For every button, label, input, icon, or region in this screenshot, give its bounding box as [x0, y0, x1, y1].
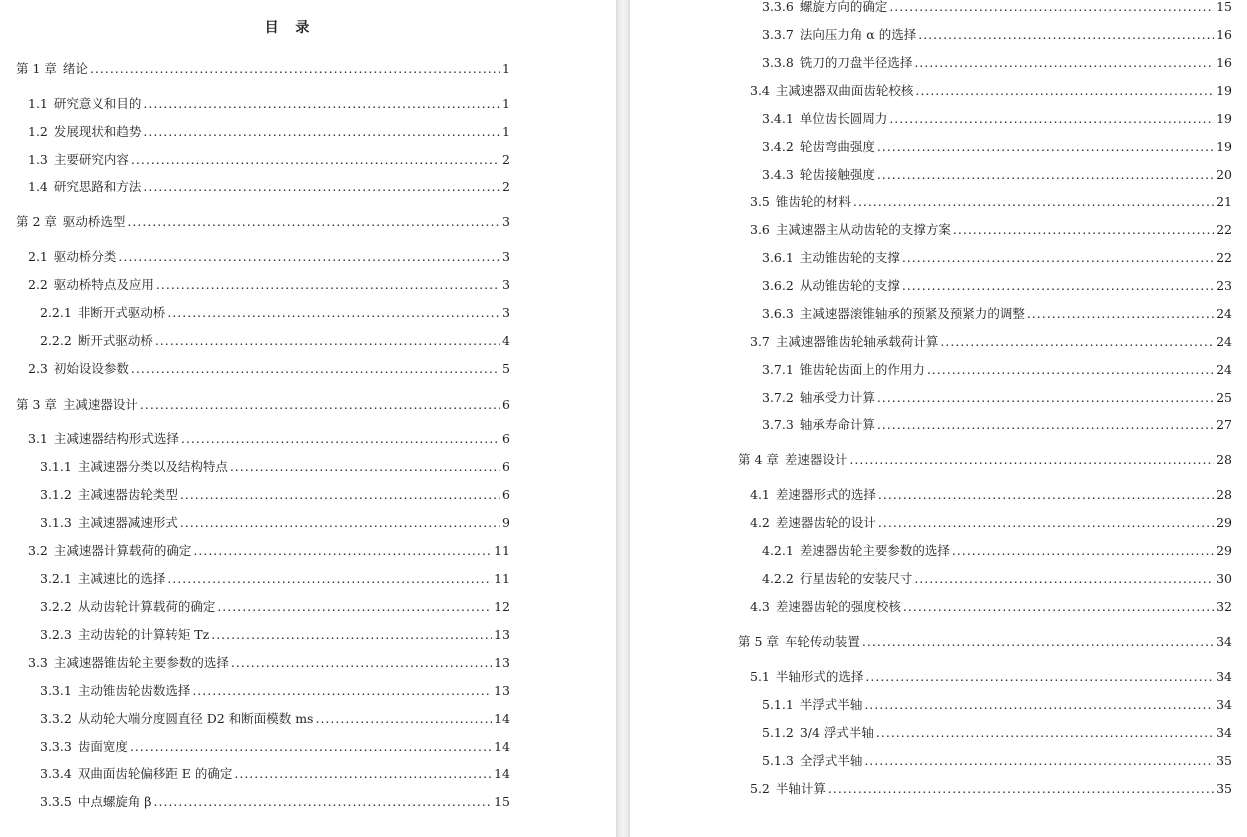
toc-leader-dots [915, 82, 1214, 100]
toc-leader-dots [143, 178, 500, 196]
toc-entry-number: 3.2 [28, 543, 48, 558]
toc-leader-dots [877, 138, 1214, 156]
toc-entry[interactable] [750, 668, 1232, 686]
toc-leader-dots [828, 780, 1214, 798]
toc-page-number: 5 [502, 361, 510, 376]
toc-entry[interactable] [762, 570, 1232, 588]
toc-entry-number: 4.2 [750, 515, 770, 530]
toc-entry-number: 3.7.1 [762, 362, 794, 377]
toc-entry-number: 1.2 [28, 124, 48, 139]
toc-leader-dots [131, 360, 500, 378]
toc-leader-dots [234, 765, 492, 783]
toc-leader-dots [90, 60, 500, 78]
toc-page-number: 13 [494, 627, 510, 642]
toc-leader-dots [902, 249, 1214, 267]
toc-entry[interactable] [40, 486, 510, 504]
toc-entry-title: 双曲面齿轮偏移距 E 的确定 [77, 766, 233, 781]
toc-page-number: 2 [502, 152, 510, 167]
toc-entry[interactable] [40, 738, 510, 756]
toc-page-number: 1 [502, 96, 510, 111]
toc-entry-title: 主减速器齿轮类型 [77, 487, 178, 502]
toc-entry-number: 第 1 章 [16, 61, 57, 76]
toc-leader-dots [953, 221, 1214, 239]
toc-leader-dots [1027, 305, 1214, 323]
toc-page-number: 27 [1216, 417, 1232, 432]
toc-page-number: 3 [502, 305, 510, 320]
toc-entry-number: 5.2 [750, 781, 770, 796]
toc-entry[interactable] [40, 514, 510, 532]
toc-entry[interactable] [40, 304, 510, 322]
toc-page-number: 15 [494, 794, 510, 809]
toc-leader-dots [864, 752, 1214, 770]
toc-entry-number: 5.1.2 [762, 725, 794, 740]
toc-entry-number: 3.4 [750, 83, 770, 98]
toc-entry[interactable] [738, 633, 1232, 651]
toc-leader-dots [315, 710, 492, 728]
toc-page-number: 14 [494, 766, 510, 781]
toc-page-number: 28 [1216, 487, 1232, 502]
toc-entry-number: 3.6.3 [762, 306, 794, 321]
toc-entry[interactable] [762, 0, 1232, 16]
toc-entry-number: 3.4.1 [762, 111, 794, 126]
toc-leader-dots [865, 668, 1214, 686]
toc-entry-number: 第 5 章 [738, 634, 779, 649]
toc-entry[interactable] [16, 396, 510, 414]
toc-entry-title: 螺旋方向的确定 [799, 0, 888, 14]
toc-entry-number: 3.6.1 [762, 250, 794, 265]
toc-page-number: 14 [494, 711, 510, 726]
toc-page-right [630, 0, 1247, 837]
toc-entry[interactable] [28, 151, 510, 169]
toc-page-number: 3 [502, 277, 510, 292]
toc-entry-title: 法向压力角 α 的选择 [799, 27, 917, 42]
toc-entry-number: 3.5 [750, 194, 770, 209]
toc-entry-number: 1.3 [28, 152, 48, 167]
toc-entry-title: 从动轮大端分度圆直径 D2 和断面模数 ms [77, 711, 314, 726]
toc-leader-dots [862, 633, 1214, 651]
toc-entry-title: 轴承寿命计算 [799, 417, 875, 432]
toc-leader-dots [211, 626, 492, 644]
toc-entry-number: 3.3.7 [762, 27, 794, 42]
toc-entry-number: 5.1 [750, 669, 770, 684]
toc-entry[interactable] [750, 486, 1232, 504]
toc-entry-number: 3.3.4 [40, 766, 72, 781]
toc-entry-title: 发展现状和趋势 [53, 124, 142, 139]
toc-page-number: 25 [1216, 390, 1232, 405]
toc-entry-title: 绪论 [62, 61, 88, 76]
toc-entry[interactable] [28, 542, 510, 560]
toc-leader-dots [940, 333, 1214, 351]
toc-entry-number: 2.2 [28, 277, 48, 292]
toc-entry-title: 主减速器减速形式 [77, 515, 178, 530]
toc-leader-dots [902, 277, 1214, 295]
toc-leader-dots [927, 361, 1214, 379]
toc-entry-number: 3.3.8 [762, 55, 794, 70]
toc-leader-dots [876, 724, 1214, 742]
toc-leader-dots [878, 514, 1214, 532]
toc-page-number: 9 [502, 515, 510, 530]
toc-page-number: 19 [1216, 111, 1232, 126]
toc-entry-title: 铣刀的刀盘半径选择 [799, 55, 913, 70]
toc-entry[interactable] [28, 654, 510, 672]
toc-entry[interactable] [28, 123, 510, 141]
toc-page-number: 12 [494, 599, 510, 614]
toc-leader-dots [849, 451, 1214, 469]
toc-entry-title: 研究意义和目的 [53, 96, 142, 111]
toc-entry[interactable] [762, 305, 1232, 323]
toc-entry-title: 半轴计算 [775, 781, 826, 796]
toc-entry-number: 3.3.2 [40, 711, 72, 726]
toc-entry-title: 驱动桥分类 [53, 249, 117, 264]
toc-entry-title: 差速器齿轮的强度校核 [775, 599, 901, 614]
toc-entry-title: 非断开式驱动桥 [77, 305, 166, 320]
toc-entry-number: 2.3 [28, 361, 48, 376]
toc-entry[interactable] [16, 60, 510, 78]
toc-entry-number: 4.1 [750, 487, 770, 502]
toc-page-number: 29 [1216, 515, 1232, 530]
toc-entry[interactable] [750, 514, 1232, 532]
toc-entry[interactable] [750, 333, 1232, 351]
toc-entry-title: 单位齿长圆周力 [799, 111, 888, 126]
toc-entry-title: 主动齿轮的计算转矩 Tz [77, 627, 210, 642]
toc-entry[interactable] [28, 95, 510, 113]
toc-entry[interactable] [762, 110, 1232, 128]
toc-leader-dots [877, 416, 1214, 434]
toc-entry-number: 3.7 [750, 334, 770, 349]
toc-entry[interactable] [40, 710, 510, 728]
toc-page-number: 14 [494, 739, 510, 754]
toc-leader-dots [914, 54, 1214, 72]
toc-entry-title: 中点螺旋角 β [77, 794, 152, 809]
toc-entry[interactable] [762, 249, 1232, 267]
toc-page-number: 16 [1216, 55, 1232, 70]
toc-page-number: 24 [1216, 362, 1232, 377]
toc-page-number: 6 [502, 431, 510, 446]
toc-page-number: 3 [502, 249, 510, 264]
toc-leader-dots [118, 248, 500, 266]
page-gutter [616, 0, 630, 837]
toc-entry-number: 3.1.2 [40, 487, 72, 502]
toc-entry-number: 3.7.3 [762, 417, 794, 432]
toc-entry-number: 3.4.2 [762, 139, 794, 154]
toc-entry-title: 主减速器主从动齿轮的支撑方案 [775, 222, 951, 237]
toc-leader-dots [952, 542, 1214, 560]
toc-page-number: 6 [502, 397, 510, 412]
toc-entry-number: 1.4 [28, 179, 48, 194]
toc-leader-dots [889, 0, 1214, 16]
toc-page-number: 13 [494, 683, 510, 698]
toc-entry[interactable] [762, 389, 1232, 407]
toc-entry-number: 第 3 章 [16, 397, 57, 412]
toc-entry-number: 3.1 [28, 431, 48, 446]
toc-entry-title: 从动齿轮计算载荷的确定 [77, 599, 216, 614]
toc-leader-dots [154, 793, 493, 811]
toc-entry-number: 3.6 [750, 222, 770, 237]
toc-page-number: 11 [494, 571, 510, 586]
toc-entry-number: 3.2.2 [40, 599, 72, 614]
toc-entry-title: 主减速器设计 [62, 397, 138, 412]
toc-page-number: 4 [502, 333, 510, 348]
toc-leader-dots [167, 570, 492, 588]
toc-leader-dots [156, 276, 500, 294]
toc-leader-dots [192, 682, 492, 700]
toc-entry[interactable] [750, 221, 1232, 239]
toc-entry-title: 主要研究内容 [53, 152, 129, 167]
toc-leader-dots [889, 110, 1214, 128]
toc-entry[interactable] [750, 193, 1232, 211]
toc-page-number: 13 [494, 655, 510, 670]
toc-page-number: 19 [1216, 83, 1232, 98]
toc-entry-number: 3.3.3 [40, 739, 72, 754]
toc-entry-number: 3.2.1 [40, 571, 72, 586]
toc-page-number: 22 [1216, 222, 1232, 237]
toc-entry[interactable] [762, 696, 1232, 714]
toc-entry-title: 主减速器分类以及结构特点 [77, 459, 228, 474]
toc-entry-title: 轮齿接触强度 [799, 167, 875, 182]
toc-page-number: 16 [1216, 27, 1232, 42]
toc-entry-number: 5.1.3 [762, 753, 794, 768]
toc-entry-number: 3.3.5 [40, 794, 72, 809]
toc-entry[interactable] [40, 598, 510, 616]
toc-entry-title: 半轴形式的选择 [775, 669, 864, 684]
toc-entry-title: 主减速器双曲面齿轮校核 [775, 83, 914, 98]
toc-leader-dots [853, 193, 1214, 211]
toc-leader-dots [864, 696, 1214, 714]
toc-leader-dots [903, 598, 1214, 616]
toc-entry[interactable] [40, 793, 510, 811]
toc-entry[interactable] [40, 626, 510, 644]
toc-entry-number: 3.3.6 [762, 0, 794, 14]
toc-entry-number: 3.6.2 [762, 278, 794, 293]
toc-leader-dots [143, 95, 500, 113]
toc-leader-dots [217, 598, 492, 616]
toc-entry-number: 4.2.2 [762, 571, 794, 586]
toc-entry-number: 5.1.1 [762, 697, 794, 712]
toc-entry-number: 3.2.3 [40, 627, 72, 642]
toc-entry-title: 主减速比的选择 [77, 571, 166, 586]
toc-entry-title: 差速器齿轮的设计 [775, 515, 876, 530]
toc-entry-title: 主动锥齿轮齿数选择 [77, 683, 191, 698]
toc-entry-title: 差速器形式的选择 [775, 487, 876, 502]
toc-leader-dots [230, 458, 500, 476]
toc-page-number: 24 [1216, 306, 1232, 321]
toc-leader-dots [231, 654, 492, 672]
toc-entry[interactable] [762, 138, 1232, 156]
toc-page-number: 2 [502, 179, 510, 194]
toc-leader-dots [914, 570, 1214, 588]
toc-entry-number: 2.2.2 [40, 333, 72, 348]
toc-page-number: 15 [1216, 0, 1232, 14]
toc-entry[interactable] [28, 430, 510, 448]
toc-entry-number: 3.1.1 [40, 459, 72, 474]
toc-leader-dots [167, 304, 500, 322]
toc-leader-dots [180, 486, 500, 504]
toc-entry[interactable] [40, 458, 510, 476]
toc-entry-title: 主减速器计算载荷的确定 [53, 543, 192, 558]
toc-entry-title: 驱动桥选型 [62, 214, 126, 229]
toc-page-number: 28 [1216, 452, 1232, 467]
toc-page-number: 21 [1216, 194, 1232, 209]
toc-leader-dots [143, 123, 500, 141]
toc-entry[interactable] [28, 276, 510, 294]
toc-entry[interactable] [16, 213, 510, 231]
toc-entry[interactable] [40, 570, 510, 588]
toc-entry-number: 1.1 [28, 96, 48, 111]
toc-leader-dots [131, 151, 500, 169]
toc-page-number: 1 [502, 124, 510, 139]
toc-entry-title: 差速器设计 [784, 452, 848, 467]
toc-page-number: 6 [502, 487, 510, 502]
toc-entry-title: 轴承受力计算 [799, 390, 875, 405]
toc-page-number: 20 [1216, 167, 1232, 182]
toc-entry-title: 半浮式半轴 [799, 697, 863, 712]
toc-leader-dots [127, 213, 500, 231]
toc-page-number: 6 [502, 459, 510, 474]
toc-entry-title: 驱动桥特点及应用 [53, 277, 154, 292]
toc-entry[interactable] [762, 542, 1232, 560]
toc-page-number: 22 [1216, 250, 1232, 265]
toc-entry-title: 主减速器滚锥轴承的预紧及预紧力的调整 [799, 306, 1025, 321]
toc-page-number: 29 [1216, 543, 1232, 558]
toc-entry-title: 3/4 浮式半轴 [799, 725, 874, 740]
toc-entry[interactable] [28, 360, 510, 378]
toc-entry[interactable] [762, 416, 1232, 434]
toc-entry[interactable] [750, 82, 1232, 100]
toc-entry[interactable] [762, 752, 1232, 770]
toc-entry[interactable] [750, 598, 1232, 616]
toc-entry-number: 3.1.3 [40, 515, 72, 530]
toc-page-number: 35 [1216, 781, 1232, 796]
toc-leader-dots [877, 166, 1214, 184]
toc-leader-dots [877, 389, 1214, 407]
toc-entry[interactable] [762, 166, 1232, 184]
toc-entry-title: 齿面宽度 [77, 739, 128, 754]
toc-leader-dots [878, 486, 1214, 504]
toc-entry[interactable] [750, 780, 1232, 798]
toc-entry-title: 断开式驱动桥 [77, 333, 153, 348]
toc-page-number: 1 [502, 61, 510, 76]
toc-entry[interactable] [28, 248, 510, 266]
toc-entry-number: 2.2.1 [40, 305, 72, 320]
toc-entry-number: 4.2.1 [762, 543, 794, 558]
toc-entry[interactable] [40, 765, 510, 783]
toc-entry-title: 行星齿轮的安装尺寸 [799, 571, 913, 586]
toc-entry-number: 3.3 [28, 655, 48, 670]
toc-entry-title: 从动锥齿轮的支撑 [799, 278, 900, 293]
toc-entry[interactable] [738, 451, 1232, 469]
toc-entry-number: 3.3.1 [40, 683, 72, 698]
toc-page-number: 34 [1216, 669, 1232, 684]
toc-entry[interactable] [40, 682, 510, 700]
toc-leader-dots [140, 396, 500, 414]
toc-page-number: 24 [1216, 334, 1232, 349]
toc-entry-title: 差速器齿轮主要参数的选择 [799, 543, 950, 558]
toc-leader-dots [193, 542, 492, 560]
toc-entry-title: 研究思路和方法 [53, 179, 142, 194]
toc-page-number: 34 [1216, 725, 1232, 740]
toc-entry-number: 第 4 章 [738, 452, 779, 467]
toc-entry-number: 3.7.2 [762, 390, 794, 405]
toc-entry[interactable] [762, 724, 1232, 742]
toc-entry-title: 主减速器结构形式选择 [53, 431, 179, 446]
toc-entry-title: 全浮式半轴 [799, 753, 863, 768]
toc-title: 目 录 [264, 20, 316, 36]
toc-entry[interactable] [762, 54, 1232, 72]
toc-entry-title: 初始设设参数 [53, 361, 129, 376]
toc-entry-number: 第 2 章 [16, 214, 57, 229]
toc-entry-number: 3.4.3 [762, 167, 794, 182]
toc-entry-title: 主减速器锥齿轮主要参数的选择 [53, 655, 229, 670]
toc-leader-dots [918, 26, 1214, 44]
toc-page-number: 3 [502, 214, 510, 229]
toc-entry[interactable] [28, 178, 510, 196]
toc-page-number: 11 [494, 543, 510, 558]
toc-entry-title: 锥齿轮齿面上的作用力 [799, 362, 925, 377]
toc-entry-number: 2.1 [28, 249, 48, 264]
toc-page-number: 35 [1216, 753, 1232, 768]
toc-entry-title: 锥齿轮的材料 [775, 194, 851, 209]
toc-leader-dots [130, 738, 492, 756]
toc-entry-title: 主动锥齿轮的支撑 [799, 250, 900, 265]
toc-leader-dots [180, 514, 500, 532]
toc-entry[interactable] [762, 277, 1232, 295]
toc-page-number: 34 [1216, 697, 1232, 712]
toc-entry-number: 4.3 [750, 599, 770, 614]
toc-entry[interactable] [762, 26, 1232, 44]
toc-leader-dots [155, 332, 500, 350]
toc-page-left [0, 0, 616, 837]
toc-page-number: 34 [1216, 634, 1232, 649]
toc-entry-title: 主减速器锥齿轮轴承载荷计算 [775, 334, 939, 349]
toc-entry-title: 轮齿弯曲强度 [799, 139, 875, 154]
toc-page-number: 30 [1216, 571, 1232, 586]
toc-page-number: 32 [1216, 599, 1232, 614]
toc-leader-dots [181, 430, 500, 448]
toc-page-number: 23 [1216, 278, 1232, 293]
toc-entry-title: 车轮传动装置 [784, 634, 860, 649]
toc-page-number: 19 [1216, 139, 1232, 154]
toc-entry[interactable] [762, 361, 1232, 379]
toc-entry[interactable] [40, 332, 510, 350]
